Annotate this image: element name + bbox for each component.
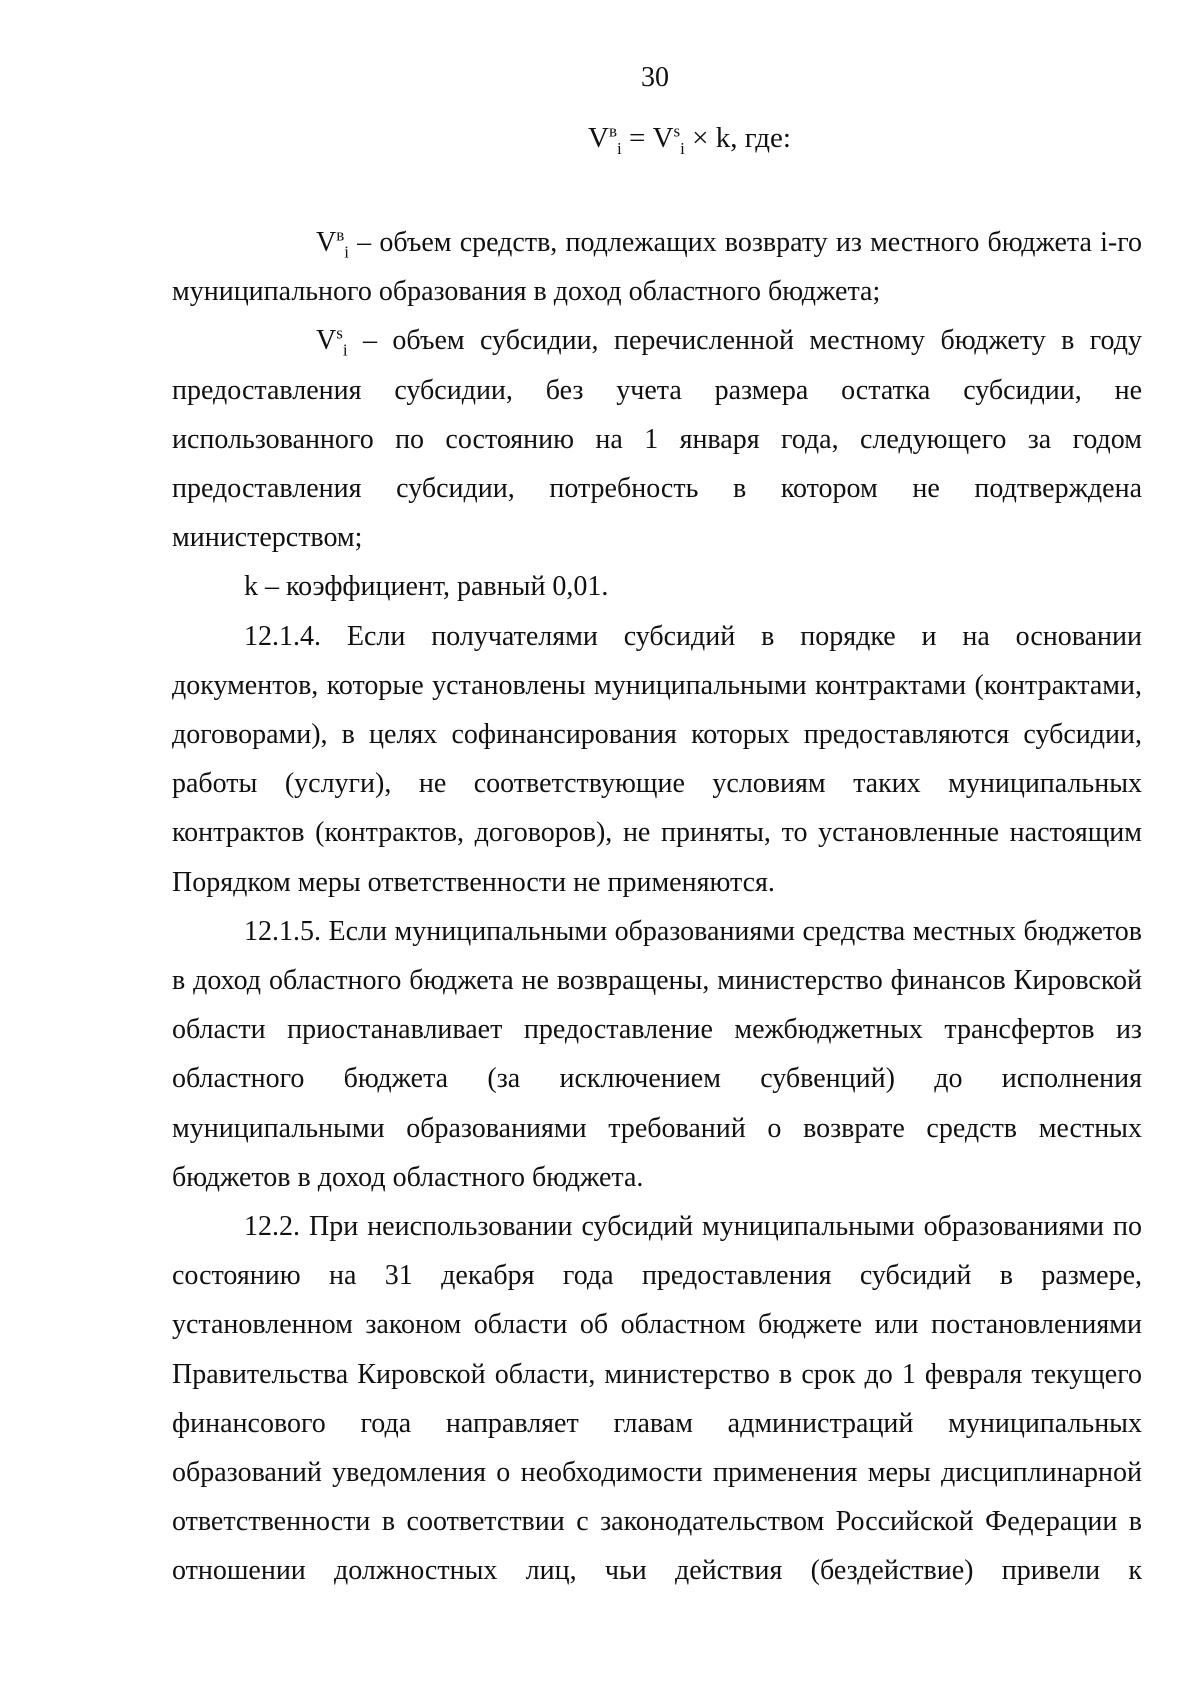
page-number: 30 <box>641 62 669 93</box>
formula-rhs-symbol: V <box>652 122 674 154</box>
formula-lhs-symbol: V <box>588 122 609 154</box>
definition-vs <box>172 316 1142 562</box>
definition-k: k – коэффициент, равный 0,01. <box>244 571 609 603</box>
formula-rhs <box>652 121 685 158</box>
paragraph-12-1-4: 12.1.4. Если получателями субсидий в порядке и на основании документов, которые установлены муниципальными контрактами (контрактами, договорами), в целях софинансирования которых предоставляются субсидии, работы (услуги), не соответствующие условиям таких муниципальных контрактов (контрактов, договоров), не приняты, то установленные настоящим Порядком меры ответственности не применяются. <box>172 620 1142 898</box>
formula-rhs-superscript: s <box>673 121 681 141</box>
body-text <box>172 218 1142 1596</box>
vs-symbol <box>244 316 348 365</box>
formula-equals: = <box>621 122 653 154</box>
vs-symbol-superscript: s <box>336 324 343 344</box>
paragraph-12-1-5: 12.1.5. Если муниципальными образованиями средства местных бюджетов в доход областного бюджета не возвращены, министерство финансов Кировской области приостанавливает предоставление межбюджетных трансфертов из областного бюджета (за исключением субвенций) до исполнения муниципальными образованиями требований о возврате средств местных бюджетов в доход областного бюджета. <box>172 915 1142 1193</box>
formula-rhs-subscript: i <box>680 138 685 158</box>
vb-symbol-subscript: i <box>344 242 349 262</box>
formula-rest: × k, где: <box>684 122 791 154</box>
formula-lhs <box>588 121 622 158</box>
vs-definition-text: – объем субсидии, перечисленной местному бюджету в году предоставления субсидии, без учета размера остатка субсидии, не использованного по состоянию на 1 января года, следующего за годом предоставления субсидии, потребность в котором не подтверждена министерством; <box>172 325 1142 554</box>
definition-vb <box>172 218 1142 316</box>
paragraph-12-2: 12.2. При неиспользовании субсидий муниципальными образованиями по состоянию на 31 декабря года предоставления субсидий в размере, установленном законом области об областном бюджете или постановлениями Правительства Кировской области, министерство в срок до 1 февраля текущего финансового года направляет главам администраций муниципальных образований уведомления о необходимости применения меры дисциплинарной ответственности в соответствии с законодательством Российской Федерации в отношении должностных лиц, чьи действия (бездействие) привели к <box>172 1211 1142 1587</box>
vb-definition-text: – объем средств, подлежащих возврату из местного бюджета i-го муниципального образования в доход областного бюджета; <box>172 227 1142 308</box>
vs-symbol-main: V <box>316 325 337 357</box>
formula <box>588 121 791 158</box>
formula-lhs-superscript: в <box>608 121 617 141</box>
vs-symbol-subscript: i <box>342 341 348 360</box>
vb-symbol-superscript: в <box>336 225 345 245</box>
vb-symbol <box>244 218 349 267</box>
formula-lhs-subscript: i <box>616 138 622 158</box>
vb-symbol-main: V <box>316 227 337 258</box>
